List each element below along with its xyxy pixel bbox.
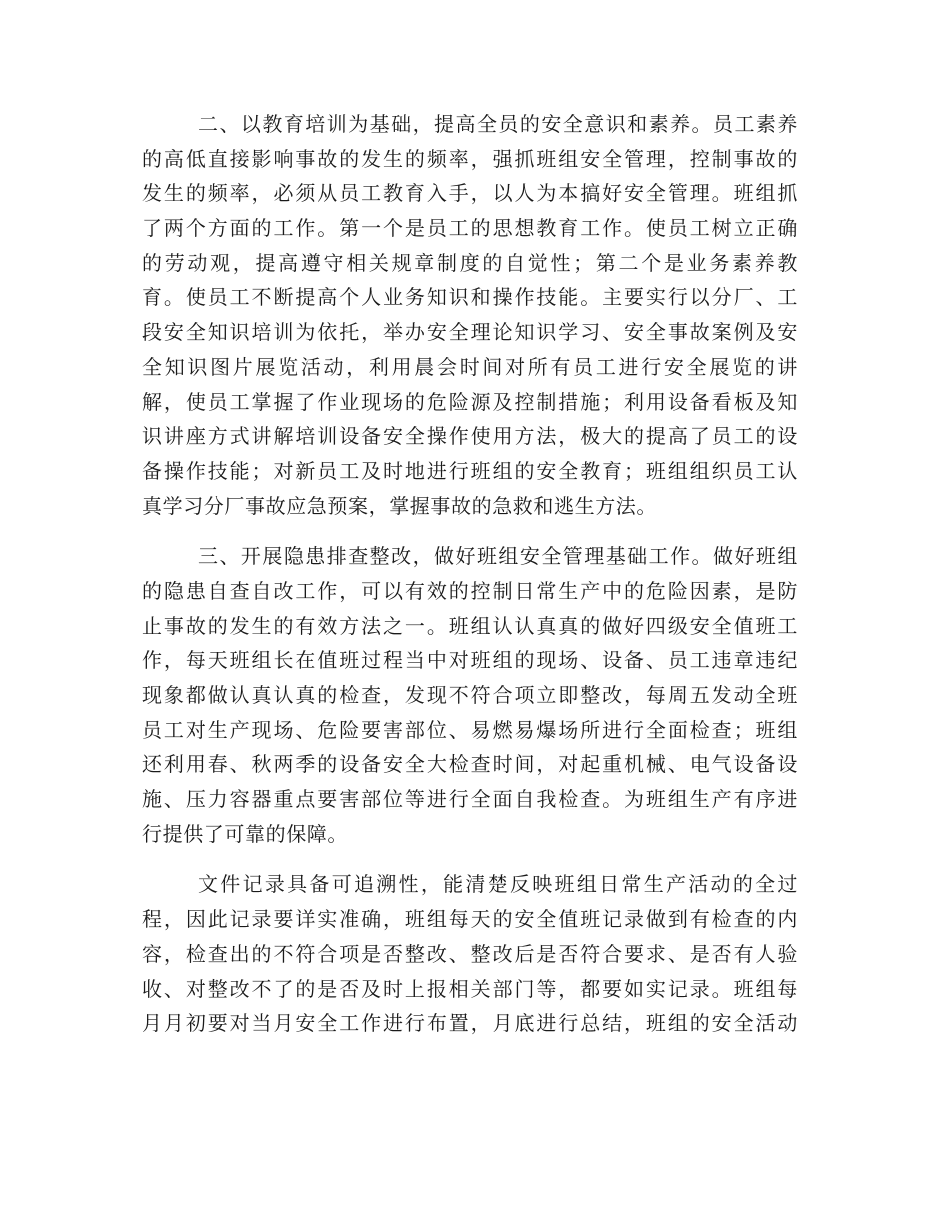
text-line: 二、以教育培训为基础，提高全员的安全意识和素养。员工素养 [198,112,798,136]
text-line: 的隐患自查自改工作，可以有效的控制日常生产中的危险因素，是防 [142,578,798,603]
paragraph-spacer [142,523,798,539]
text-line: 收、对整改不了的是否及时上报相关部门等，都要如实记录。班组每 [142,976,798,1001]
text-line: 发生的频率，必须从员工教育入手，以人为本搞好安全管理。班组抓 [142,181,798,206]
paragraph-spacer [142,851,798,867]
text-line: 的高低直接影响事故的发生的频率，强抓班组安全管理，控制事故的 [142,146,798,171]
text-line: 的劳动观，提高遵守相关规章制度的自觉性；第二个是业务素养教 [142,250,798,275]
text-line: 施、压力容器重点要害部位等进行全面自我检查。为班组生产有序进 [142,787,798,812]
text-line: 月月初要对当月安全工作进行布置，月底进行总结，班组的安全活动 [142,1011,798,1036]
text-line: 三、开展隐患排查整改，做好班组安全管理基础工作。做好班组 [198,544,798,569]
text-line: 止事故的发生的有效方法之一。班组认认真真的做好四级安全值班工 [142,613,798,638]
document-body [142,107,798,1041]
text-line: 段安全知识培训为依托，举办安全理论知识学习、安全事故案例及安 [142,320,798,345]
text-line: 作，每天班组长在值班过程当中对班组的现场、设备、员工违章违纪 [142,648,798,673]
text-line: 育。使员工不断提高个人业务知识和操作技能。主要实行以分厂、工 [142,285,798,310]
text-line: 真学习分厂事故应急预案，掌握事故的急救和逃生方法。 [142,493,657,518]
text-line: 识讲座方式讲解培训设备安全操作使用方法，极大的提高了员工的设 [142,424,798,449]
paragraph-hazard-inspection [142,539,798,851]
text-line: 全知识图片展览活动，利用晨会时间对所有员工进行安全展览的讲 [142,354,798,379]
text-line: 了两个方面的工作。第一个是员工的思想教育工作。使员工树立正确 [142,216,798,241]
text-line: 容，检查出的不符合项是否整改、整改后是否符合要求、是否有人验 [142,941,798,966]
text-line: 现象都做认真认真的检查，发现不符合项立即整改，每周五发动全班 [142,683,798,707]
text-line: 文件记录具备可追溯性，能清楚反映班组日常生产活动的全过 [198,872,798,897]
text-line: 解，使员工掌握了作业现场的危险源及控制措施；利用设备看板及知 [142,389,798,414]
text-line: 还利用春、秋两季的设备安全大检查时间，对起重机械、电气设备设 [142,752,798,777]
text-line: 员工对生产现场、危险要害部位、易燃易爆场所进行全面检查；班组 [142,717,798,742]
paragraph-record-keeping [142,867,798,1040]
text-line: 程，因此记录要详实准确，班组每天的安全值班记录做到有检查的内 [142,907,798,932]
text-line: 备操作技能；对新员工及时地进行班组的安全教育；班组组织员工认 [142,458,798,483]
paragraph-education-training [142,107,798,523]
text-line: 行提供了可靠的保障。 [142,821,348,846]
